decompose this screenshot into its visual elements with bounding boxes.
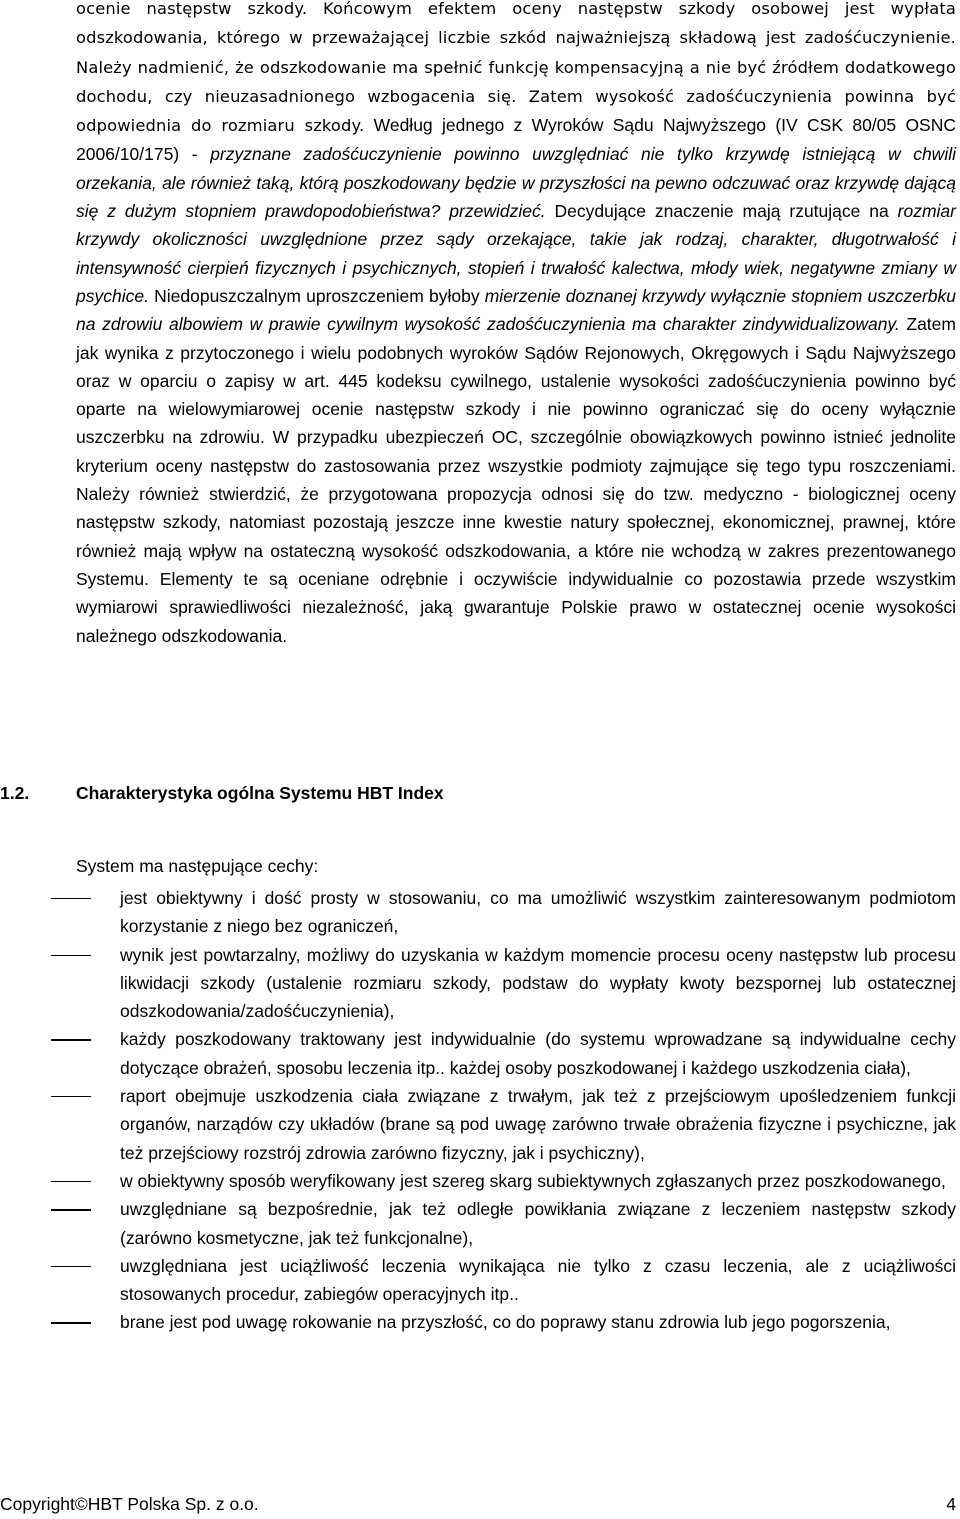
dash-bullet-icon	[51, 1096, 91, 1097]
list-item-text: wynik jest powtarzalny, możliwy do uzyskania w każdym momencie procesu oceny następstw lub procesu likwidacji szkody (ustalenie rozmiaru szkody, podstaw do wypłaty kwoty bezspornej lub ostatecznej odszkodowania/zadośćuczynienia),	[120, 944, 956, 1022]
paragraph-sentence-8: Zatem jak wynika z przytoczonego i wielu podobnych wyroków Sądów Rejonowych, Okręgowych i Sądu Najwyższego oraz w oparciu o zapisy w art. 445 kodeksu cywilnego, ustalenie wysokości zadośćuczynienia powinno być oparte na wielowymiarowej ocenie następstw szkody i nie powinno ograniczać się do oceny wyłącznie uszczerbku na zdrowiu. W przypadku ubezpieczeń OC, szczególnie obowiązkowych powinno istnieć jednolite kryterium oceny następstw do zastosowania przez wszystkie podmioty zajmujące się tego typu roszczeniami. Należy również stwierdzić, że przygotowana propozycja odnosi się do tzw. medyczno - biologicznej oceny następstw szkody, natomiast pozostają jeszcze inne kwestie natury społecznej, ekonomicznej, prawnej, które również mają wpływ na ostateczną wysokość odszkodowania, a które nie wchodzą w zakres prezentowanego Systemu. Elementy te są oceniane odrębnie i oczywiście indywidualnie co pozostawia przede wszystkim wymiarowi sprawiedliwości niezależność, jaką gwarantuje Polskie prawo w ostatecznej ocenie wysokości należnego odszkodowania.	[76, 314, 956, 646]
section-title: Charakterystyka ogólna Systemu HBT Index	[76, 783, 444, 803]
list-item-text: raport obejmuje uszkodzenia ciała związane z trwałym, jak też z przejściowym upośledzeniem funkcji organów, narządów czy układów (brane są pod uwagę zarówno trwałe obrażenia fizyczne i psychiczne, jak też przejściowy rozstrój zdrowia zarówno fizyczny, jak i psychiczny),	[120, 1086, 956, 1163]
section-number: 1.2.	[0, 783, 30, 803]
list-item-text: uwzględniana jest uciążliwość leczenia wynikająca nie tylko z czasu leczenia, ale z uciążliwości stosowanych procedur, zabiegów operacyjnych itp..	[120, 1255, 956, 1305]
list-item	[0, 941, 956, 1026]
paragraph-sentence-2: Według jednego z Wyroków Sądu Najwyższego (IV CSK 80/05 OSNC 2006/10/175) -	[76, 115, 957, 165]
list-item-text: jest obiektywny i dość prosty w stosowaniu, co ma umożliwić wszystkim zainteresowanym podmiotom korzystanie z niego bez ograniczeń,	[120, 888, 956, 937]
list-item	[0, 1195, 956, 1252]
paragraph-sentence-4: Decydujące znaczenie mają rzutujące na	[545, 201, 898, 222]
body-paragraph	[76, 0, 956, 650]
page-number: 4	[946, 1494, 956, 1514]
dash-bullet-icon	[51, 1266, 91, 1267]
list-item-text: w obiektywny sposób weryfikowany jest szereg skarg subiektywnych zgłaszanych przez poszkodowanego,	[120, 1170, 946, 1191]
list-item	[0, 1252, 956, 1309]
dash-bullet-icon	[51, 1209, 91, 1210]
list-item-text: każdy poszkodowany traktowany jest indywidualnie (do systemu wprowadzane są indywidualne cechy dotyczące obrażeń, sposobu leczenia itp.. każdej osoby poszkodowanej i każdego uszkodzenia ciała),	[120, 1029, 956, 1078]
features-list	[0, 884, 960, 1337]
list-item	[0, 1025, 956, 1082]
court-ruling-quote-3: mierzenie doznanej krzywdy wyłącznie stopniem uszczerbku na zdrowiu albowiem w prawie cywilnym wysokość zadośćuczynienia ma charakter zindywidualizowany.	[76, 285, 956, 335]
paragraph-sentence-1: ocenie następstw szkody. Końcowym efektem oceny następstw szkody osobowej jest wypłata odszkodowania, którego w przeważającej liczbie szkód najważniejszą składową jest zadośćuczynienie. Należy nadmienić, że odszkodowanie ma spełnić funkcję kompensacyjną a nie być źródłem dodatkowego dochodu, czy nieuzasadnionego wzbogacenia się. Zatem wysokość zadośćuczynienia powinna być odpowiednia do rozmiaru szkody.	[76, 0, 956, 136]
dash-bullet-icon	[51, 955, 91, 956]
list-item	[0, 884, 956, 941]
page-footer	[0, 1494, 960, 1518]
dash-bullet-icon	[51, 1039, 91, 1040]
list-item	[0, 1167, 956, 1195]
list-item-text: uwzględniane są bezpośrednie, jak też odległe powikłania związane z leczeniem następstw szkody (zarówno kosmetyczne, jak też funkcjonalne),	[120, 1199, 956, 1248]
dash-bullet-icon	[51, 1181, 91, 1182]
dash-bullet-icon	[51, 898, 91, 899]
features-intro: System ma następujące cechy:	[76, 856, 319, 876]
copyright-notice: Copyright©HBT Polska Sp. z o.o.	[0, 1494, 259, 1514]
list-item	[0, 1308, 956, 1336]
list-item	[0, 1082, 956, 1167]
dash-bullet-icon	[51, 1322, 91, 1323]
paragraph-sentence-6: Niedopuszczalnym uproszczeniem byłoby	[148, 285, 485, 306]
list-item-text: brane jest pod uwagę rokowanie na przyszłość, co do poprawy stanu zdrowia lub jego pogorszenia,	[120, 1312, 891, 1333]
section-heading	[0, 783, 960, 811]
court-ruling-quote-2: rozmiar krzywdy okoliczności uwzględnione przez sądy orzekające, takie jak rodzaj, charakter, długotrwałość i intensywność cierpień fizycznych i psychicznych, stopień i trwałość kalectwa, młody wiek, negatywne zmiany w psychice.	[76, 201, 956, 306]
court-ruling-quote-1: przyznane zadośćuczynienie powinno uwzględniać nie tylko krzywdę istniejącą w chwili orzekania, ale również taką, którą poszkodowany będzie w przyszłości na pewno odczuwać oraz krzywdę dającą się z dużym stopniem prawdopodobieństwa? przewidzieć.	[76, 144, 956, 222]
